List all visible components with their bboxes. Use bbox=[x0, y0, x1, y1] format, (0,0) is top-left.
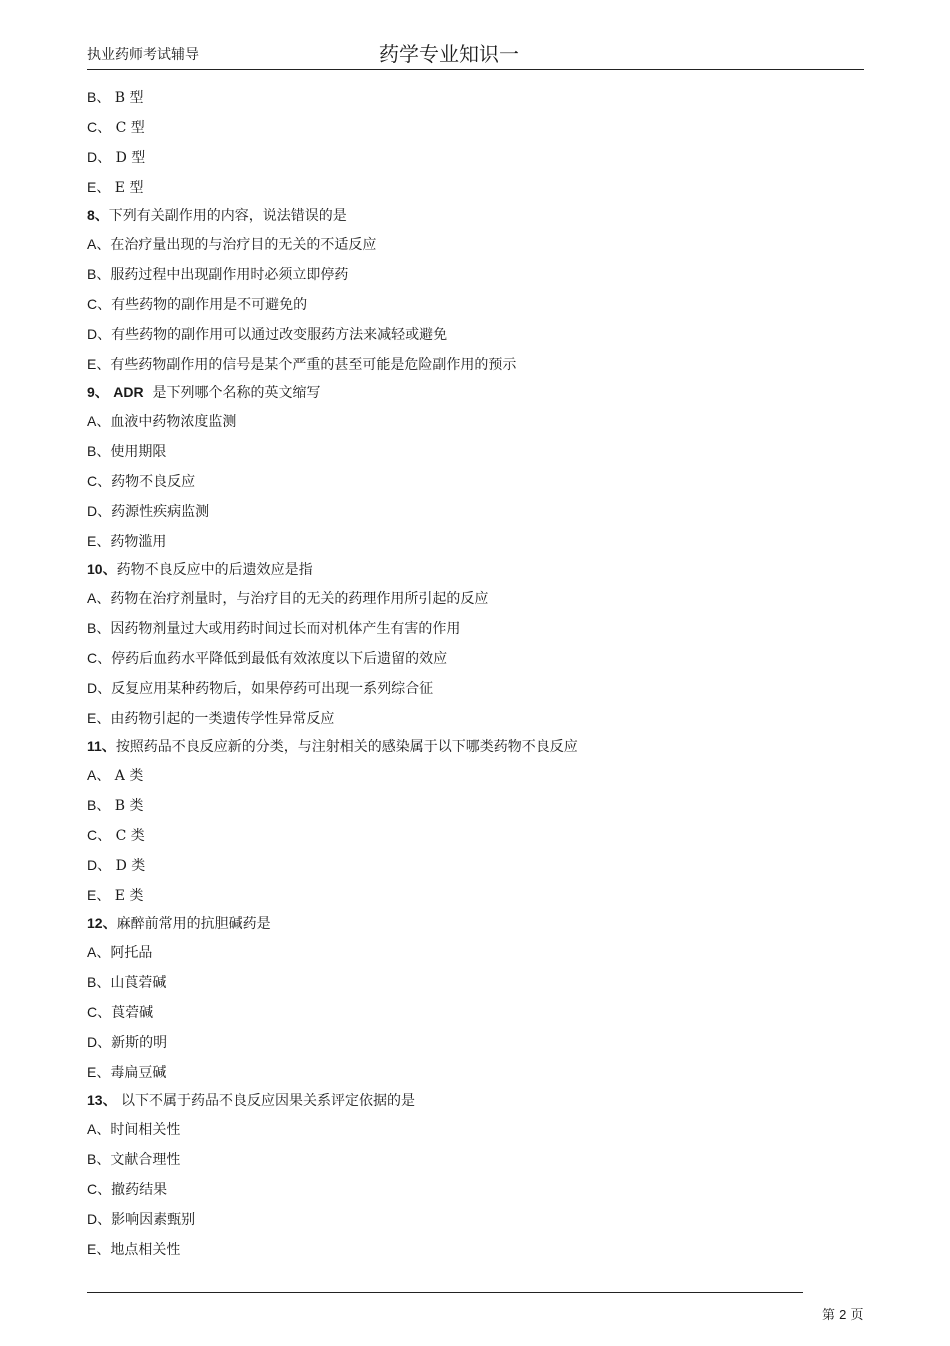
option-q10-c: C、停药后血药水平降低到最低有效浓度以下后遗留的效应 bbox=[87, 650, 448, 667]
option-q12-c: C、莨菪碱 bbox=[87, 1004, 154, 1021]
option-q8-a: A、在治疗量出现的与治疗目的无关的不适反应 bbox=[87, 236, 377, 253]
option-q10-b: B、因药物剂量过大或用药时间过长而对机体产生有害的作用 bbox=[87, 620, 461, 637]
question-11-stem: 11、按照药品不良反应新的分类，与注射相关的感染属于以下哪类药物不良反应 bbox=[87, 738, 578, 755]
option-q11-c: C、 C 类 bbox=[87, 827, 145, 844]
page-header bbox=[87, 36, 864, 70]
option-q12-a: A、阿托品 bbox=[87, 944, 153, 961]
option-q12-b: B、山莨菪碱 bbox=[87, 974, 167, 991]
question-12-stem: 12、麻醉前常用的抗胆碱药是 bbox=[87, 915, 271, 932]
option-q10-e: E、由药物引起的一类遗传学性异常反应 bbox=[87, 710, 335, 727]
option-q10-d: D、反复应用某种药物后，如果停药可出现一系列综合征 bbox=[87, 680, 434, 697]
option-q7-d: D、 D 型 bbox=[87, 149, 146, 166]
question-8-stem: 8、下列有关副作用的内容，说法错误的是 bbox=[87, 207, 347, 224]
option-q13-c: C、撤药结果 bbox=[87, 1181, 168, 1198]
header-course-name: 执业药师考试辅导 bbox=[87, 47, 199, 63]
question-10-stem: 10、药物不良反应中的后遗效应是指 bbox=[87, 561, 313, 578]
option-q9-b: B、使用期限 bbox=[87, 443, 167, 460]
question-list bbox=[87, 82, 864, 1264]
option-q13-a: A、时间相关性 bbox=[87, 1121, 181, 1138]
option-q13-e: E、地点相关性 bbox=[87, 1241, 181, 1258]
option-q11-d: D、 D 类 bbox=[87, 857, 146, 874]
option-q7-c: C、 C 型 bbox=[87, 119, 145, 136]
footer-divider bbox=[87, 1292, 803, 1293]
option-q8-e: E、有些药物副作用的信号是某个严重的甚至可能是危险副作用的预示 bbox=[87, 356, 517, 373]
option-q8-b: B、服药过程中出现副作用时必须立即停药 bbox=[87, 266, 349, 283]
option-q9-d: D、药源性疾病监测 bbox=[87, 503, 210, 520]
option-q9-c: C、药物不良反应 bbox=[87, 473, 196, 490]
option-q8-c: C、有些药物的副作用是不可避免的 bbox=[87, 296, 308, 313]
option-q7-b: B、 B 型 bbox=[87, 89, 144, 106]
option-q12-d: D、新斯的明 bbox=[87, 1034, 168, 1051]
option-q11-a: A、 A 类 bbox=[87, 767, 144, 784]
option-q9-a: A、血液中药物浓度监测 bbox=[87, 413, 237, 430]
option-q13-d: D、影响因素甄别 bbox=[87, 1211, 196, 1228]
page-number: 第 2 页 bbox=[822, 1307, 864, 1323]
option-q11-b: B、 B 类 bbox=[87, 797, 144, 814]
question-9-stem: 9、 ADR 是下列哪个名称的英文缩写 bbox=[87, 384, 321, 401]
option-q9-e: E、药物滥用 bbox=[87, 533, 167, 550]
option-q13-b: B、文献合理性 bbox=[87, 1151, 181, 1168]
header-title: 药学专业知识一 bbox=[379, 42, 519, 66]
option-q12-e: E、毒扁豆碱 bbox=[87, 1064, 167, 1081]
option-q7-e: E、 E 型 bbox=[87, 179, 144, 196]
option-q10-a: A、药物在治疗剂量时，与治疗目的无关的药理作用所引起的反应 bbox=[87, 590, 489, 607]
question-13-stem: 13、 以下不属于药品不良反应因果关系评定依据的是 bbox=[87, 1092, 416, 1109]
option-q8-d: D、有些药物的副作用可以通过改变服药方法来减轻或避免 bbox=[87, 326, 448, 343]
option-q11-e: E、 E 类 bbox=[87, 887, 144, 904]
